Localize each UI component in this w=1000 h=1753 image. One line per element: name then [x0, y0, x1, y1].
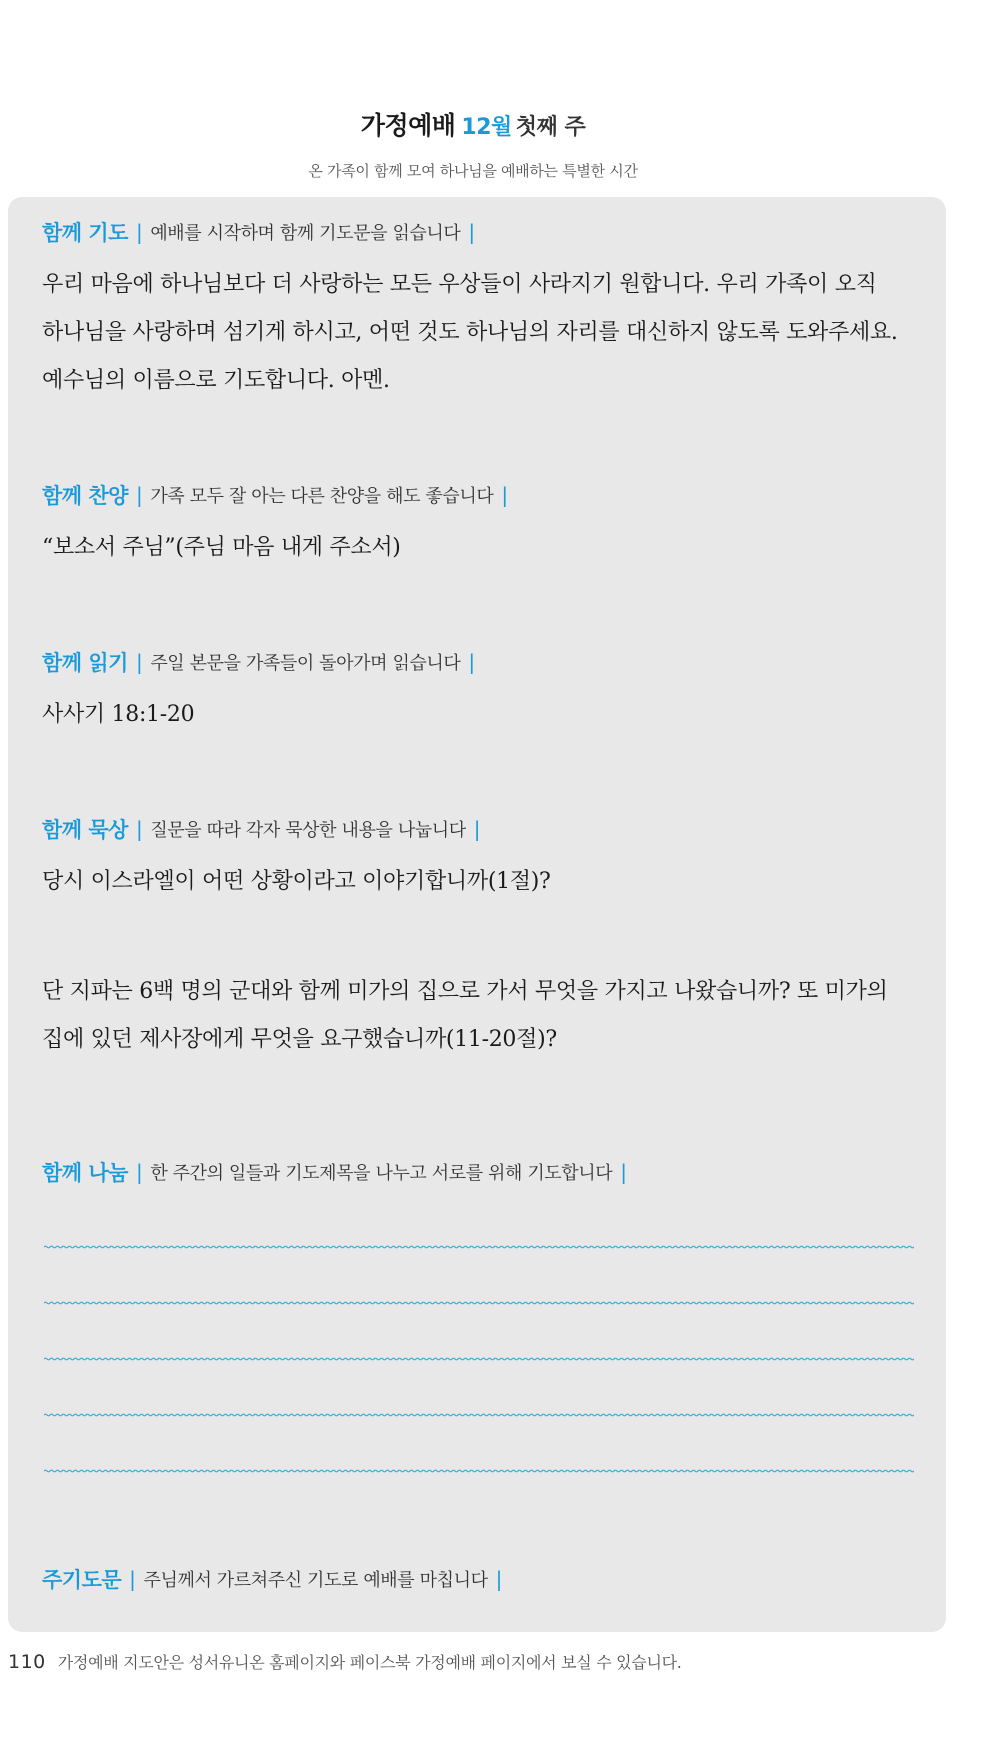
- title-week: 첫째 주: [515, 115, 586, 140]
- section-sharing: [42, 1157, 922, 1187]
- wavy-line: [44, 1242, 914, 1252]
- section-desc: 주일 본문을 가족들이 돌아가며 읽습니다: [150, 653, 461, 674]
- section-desc: 주님께서 가르쳐주신 기도로 예배를 마칩니다: [143, 1570, 488, 1591]
- title-month: 12월: [461, 115, 512, 140]
- divider: |: [468, 220, 475, 244]
- section-desc: 예배를 시작하며 함께 기도문을 읽습니다: [150, 223, 461, 244]
- section-label: 함께 읽기: [42, 651, 128, 675]
- section-desc: 질문을 따라 각자 묵상한 내용을 나눕니다: [150, 820, 466, 841]
- divider: |: [501, 483, 508, 507]
- divider: |: [495, 1567, 502, 1591]
- section-label: 함께 찬양: [42, 484, 128, 508]
- page-title: [0, 106, 946, 142]
- meditation-question-1: 당시 이스라엘이 어떤 상황이라고 이야기합니까(1절)?: [42, 869, 551, 894]
- section-heading: [42, 814, 922, 844]
- wavy-line: [44, 1354, 914, 1364]
- writing-lines: [44, 1242, 914, 1522]
- footer-note: 가정예배 지도안은 성서유니온 홈페이지와 페이스북 가정예배 페이지에서 보실 수 있습니다.: [57, 1653, 682, 1672]
- meditation-question-2: 단 지파는 6백 명의 군대와 함께 미가의 집으로 가서 무엇을 가지고 나왔습니까? 또 미가의 집에 있던 제사장에게 무엇을 요구했습니까(11-20절)?: [42, 979, 888, 1052]
- title-text: 가정예배: [360, 111, 456, 140]
- page-number: 110: [8, 1651, 46, 1673]
- divider: |: [135, 483, 143, 507]
- section-desc: 가족 모두 잘 아는 다른 찬양을 해도 좋습니다: [150, 486, 494, 507]
- wavy-line: [44, 1466, 914, 1476]
- section-heading: [42, 480, 922, 510]
- section-praise: [42, 480, 922, 572]
- prayer-text: 우리 마음에 하나님보다 더 사랑하는 모든 우상들이 사라지기 원합니다. 우리 가족이 오직 하나님을 사랑하며 섬기게 하시고, 어떤 것도 하나님의 자리를 대신하지 않도록 도와주세요. 예수님의 이름으로 기도합니다. 아멘.: [42, 272, 898, 393]
- scripture-reference: 사사기 18:1-20: [42, 702, 195, 727]
- wavy-line: [44, 1298, 914, 1308]
- section-heading: [42, 1157, 922, 1187]
- section-heading: [42, 217, 922, 247]
- divider: |: [129, 1567, 136, 1591]
- section-heading: [42, 1564, 922, 1594]
- divider: |: [468, 650, 475, 674]
- section-label: 함께 기도: [42, 221, 128, 245]
- divider: |: [135, 220, 143, 244]
- section-label: 주기도문: [42, 1568, 122, 1592]
- divider: |: [135, 650, 143, 674]
- section-lords-prayer: [42, 1564, 922, 1594]
- section-desc: 한 주간의 일들과 기도제목을 나누고 서로를 위해 기도합니다: [150, 1163, 613, 1184]
- page-subtitle: 온 가족이 함께 모여 하나님을 예배하는 특별한 시간: [308, 162, 638, 180]
- section-prayer: [42, 217, 922, 405]
- section-label: 함께 묵상: [42, 818, 128, 842]
- section-label: 함께 나눔: [42, 1161, 128, 1185]
- worship-panel: [8, 197, 946, 1632]
- section-meditation: [42, 814, 922, 1064]
- divider: |: [135, 1160, 143, 1184]
- section-heading: [42, 647, 922, 677]
- page-header: [0, 106, 946, 181]
- divider: |: [620, 1160, 627, 1184]
- wavy-line: [44, 1410, 914, 1420]
- section-reading: [42, 647, 922, 739]
- divider: |: [135, 817, 143, 841]
- page-footer: [8, 1650, 682, 1673]
- praise-song: “보소서 주님”(주님 마음 내게 주소서): [42, 535, 401, 560]
- divider: |: [473, 817, 481, 841]
